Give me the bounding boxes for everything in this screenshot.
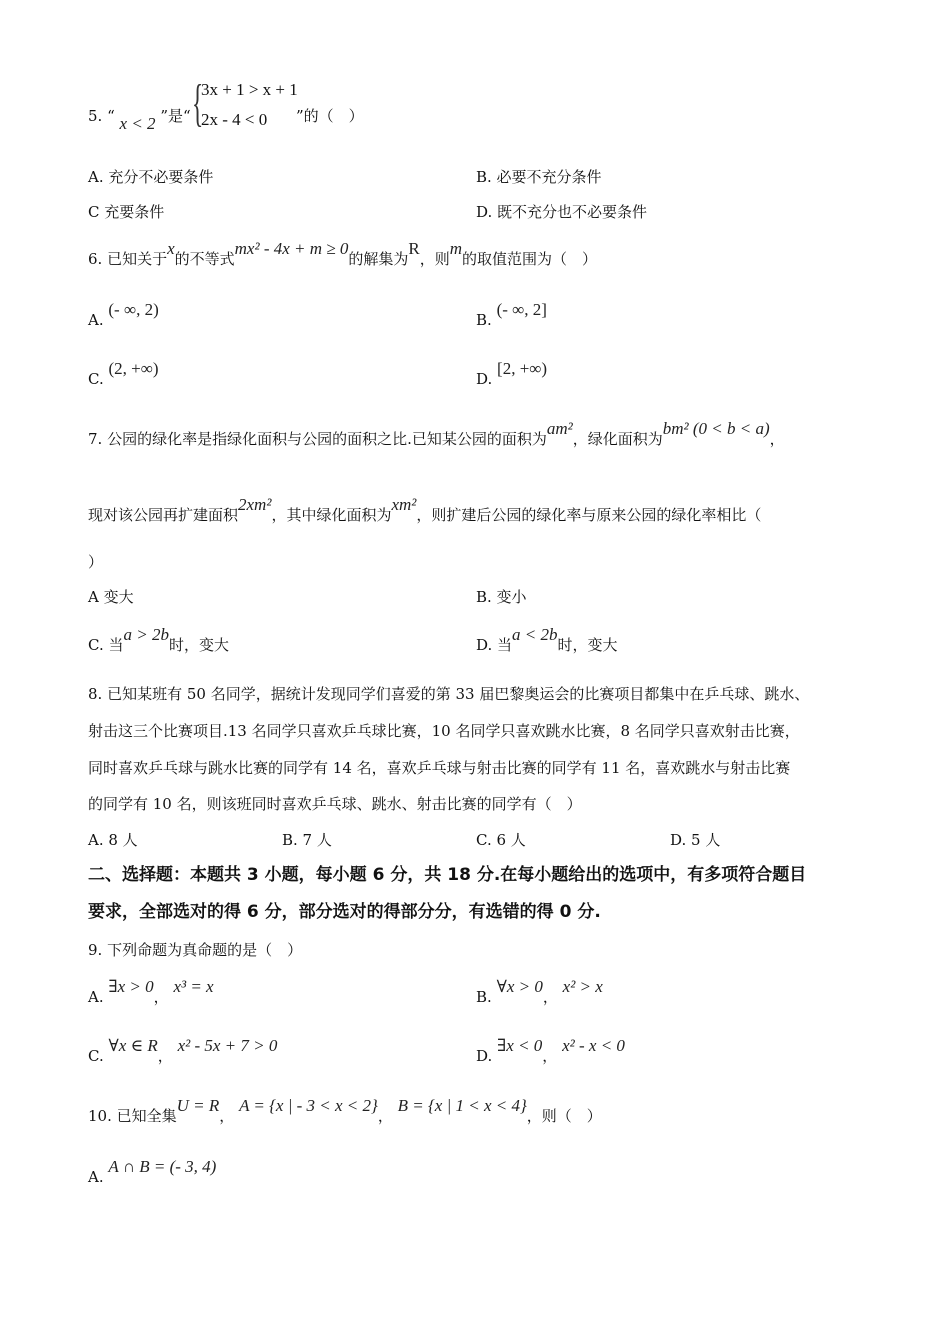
q5-system-line-1: 3x + 1 > x + 1: [201, 80, 298, 99]
q7-option-d-pre: D. 当: [476, 636, 513, 654]
q5-option-c: C 充要条件: [88, 203, 165, 221]
q8-line-2: 射击这三个比赛项目.13 名同学只喜欢乒乓球比赛，10 名同学只喜欢跳水比赛，8 名同学只喜欢射击比赛，: [88, 722, 800, 740]
q7-green-area: bm² (0 < b < a): [662, 419, 770, 438]
q9-option-d-math-2: x² - x < 0: [562, 1036, 625, 1055]
section-2-heading-line-2: 要求，全部选对的得 6 分，部分选对的得部分分，有选错的得 0 分.: [88, 902, 601, 922]
q8-option-c: C. 6 人: [476, 831, 526, 849]
q9-option-b-math-2: x² > x: [562, 977, 603, 996]
q10-text-2: ，: [219, 1107, 235, 1125]
q9-option-a-math-2: x³ = x: [173, 977, 214, 996]
q7-option-d-math: a < 2b: [512, 625, 558, 644]
q9-option-c-label: C.: [88, 1047, 104, 1065]
q9-option-a: [88, 977, 214, 1007]
q7-text-3: ，: [769, 430, 785, 448]
q7-option-d-post: 时，变大: [557, 636, 618, 654]
q8-option-d: D. 5 人: [670, 831, 721, 849]
q8-line-3: 同时喜欢乒乓球与跳水比赛的同学有 14 名，喜欢乒乓球与射击比赛的同学有 11 名，喜欢跳水与射击比赛: [88, 759, 791, 777]
q7-text-4: 现对该公园再扩建面积: [88, 506, 239, 524]
q7-area: am²: [546, 419, 573, 438]
q10-universal-set: U = R: [176, 1096, 220, 1115]
q7-text-1: 7. 公园的绿化率是指绿化面积与公园的面积之比.已知某公园的面积为: [88, 430, 547, 448]
q7-option-a: A 变大: [88, 588, 134, 606]
q9-option-c-math-2: x² - 5x + 7 > 0: [177, 1036, 278, 1055]
q6-text-4: ，则: [419, 250, 450, 268]
q6-option-b: [476, 300, 547, 330]
q5-option-b: B. 必要不充分条件: [476, 168, 602, 186]
q6-option-d-label: D.: [476, 370, 493, 388]
q10-text-3: ，: [377, 1107, 393, 1125]
q6-var-m: m: [449, 239, 463, 258]
q6-option-a: [88, 300, 159, 330]
q8-option-b: B. 7 人: [282, 831, 332, 849]
q10-set-a: A = {x | - 3 < x < 2}: [239, 1096, 378, 1115]
q6-option-d-math: [2, +∞): [497, 359, 548, 378]
q9-option-d: [476, 1036, 625, 1066]
q7-option-c-math: a > 2b: [123, 625, 169, 644]
q9-option-b-sep: ，: [542, 988, 558, 1006]
question-7-line-1: [88, 419, 785, 449]
q7-option-d: [476, 625, 618, 655]
q7-option-c-pre: C. 当: [88, 636, 124, 654]
q9-option-d-sep: ，: [542, 1047, 558, 1065]
q6-inequality: mx² - 4x + m ≥ 0: [234, 239, 349, 258]
q8-line-1: 8. 已知某班有 50 名同学，据统计发现同学们喜爱的第 33 届巴黎奥运会的比赛项目都集中在乒乓球、跳水、: [88, 685, 810, 703]
q10-set-b: B = {x | 1 < x < 4}: [397, 1096, 527, 1115]
q7-text-7: ）: [88, 553, 104, 571]
q9-option-c-sep: ，: [157, 1047, 173, 1065]
q6-option-b-math: (- ∞, 2]: [496, 300, 547, 319]
q10-stem: [88, 1096, 602, 1126]
q10-option-a: [88, 1157, 217, 1187]
q6-text-3: 的解集为: [348, 250, 409, 268]
q5-number: 5. “: [88, 107, 115, 125]
question-7-line-2: [88, 495, 762, 525]
q10-option-a-math: A ∩ B = (- 3, 4): [108, 1157, 217, 1176]
q6-option-c-label: C.: [88, 370, 104, 388]
q5-system-line-2: 2x - 4 < 0: [201, 110, 268, 129]
q7-text-5: ，其中绿化面积为: [271, 506, 392, 524]
q9-option-b-math-1: ∀x > 0: [496, 977, 543, 996]
q9-option-a-math-1: ∃x > 0: [108, 977, 154, 996]
q7-option-b: B. 变小: [476, 588, 527, 606]
q5-system-brace: {: [192, 75, 204, 132]
section-2-heading-line-1: 二、选择题：本题共 3 小题，每小题 6 分，共 18 分.在每小题给出的选项中，有多项符合题目: [88, 865, 807, 885]
q7-option-c-post: 时，变大: [168, 636, 229, 654]
q10-text-1: 10. 已知全集: [88, 1107, 177, 1125]
q5-end-text: ”的（ ）: [296, 107, 364, 125]
q10-option-a-label: A.: [88, 1168, 104, 1186]
q7-option-c: [88, 625, 229, 655]
q6-option-c-math: (2, +∞): [108, 359, 159, 378]
q9-option-c: [88, 1036, 278, 1066]
q6-set-r: R: [408, 239, 420, 258]
question-5-stem: [88, 106, 191, 133]
q8-option-a: A. 8 人: [88, 831, 138, 849]
q9-stem: 9. 下列命题为真命题的是（ ）: [88, 941, 303, 959]
q9-option-d-math-1: ∃x < 0: [497, 1036, 543, 1055]
q6-text-2: 的不等式: [174, 250, 235, 268]
question-6-stem: [88, 239, 598, 269]
q9-option-c-math-1: ∀x ∈ R: [108, 1036, 158, 1055]
q9-option-a-sep: ，: [153, 988, 169, 1006]
q8-line-4: 的同学有 10 名，则该班同时喜欢乒乓球、跳水、射击比赛的同学有（ ）: [88, 795, 582, 813]
q5-option-d: D. 既不充分也不必要条件: [476, 203, 648, 221]
q6-option-a-label: A.: [88, 311, 104, 329]
q9-option-b-label: B.: [476, 988, 492, 1006]
q10-text-4: ，则（ ）: [526, 1107, 602, 1125]
q5-condition: x < 2: [119, 114, 156, 133]
q7-text-6: ，则扩建后公园的绿化率与原来公园的绿化率相比（: [416, 506, 762, 524]
q6-text-5: 的取值范围为（ ）: [462, 250, 598, 268]
q6-var-x: x: [167, 239, 175, 258]
q6-option-d: [476, 359, 548, 389]
q9-option-d-label: D.: [476, 1047, 493, 1065]
q6-option-a-math: (- ∞, 2): [108, 300, 159, 319]
q6-option-b-label: B.: [476, 311, 492, 329]
q5-mid-text: ”是“: [160, 107, 191, 125]
q9-option-a-label: A.: [88, 988, 104, 1006]
q6-option-c: [88, 359, 159, 389]
q7-text-2: ，绿化面积为: [572, 430, 663, 448]
q6-text-1: 6. 已知关于: [88, 250, 168, 268]
q7-expand-green: xm²: [391, 495, 417, 514]
q9-option-b: [476, 977, 603, 1007]
q7-expand-area: 2xm²: [238, 495, 272, 514]
q5-option-a: A. 充分不必要条件: [88, 168, 214, 186]
